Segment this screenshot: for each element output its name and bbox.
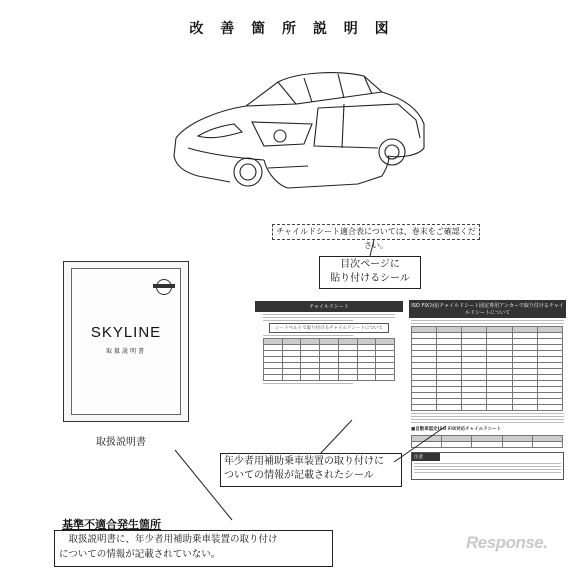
page-title: 改 善 箇 所 説 明 図	[189, 21, 395, 37]
child-seat-sticker-line-2: ついての情報が記載されたシール	[224, 470, 374, 481]
page-b-header: ISO FIX対応チャイルドシート固定専用アンカーで取り付けるチャイルドシートについて	[409, 300, 566, 318]
leader-line-right-page	[394, 426, 446, 462]
page-b-section-2: ■自動車認定ISO FIX対応チャイルドシート	[411, 427, 502, 432]
manual-model-name: SKYLINE	[90, 324, 162, 341]
nonconformity-line-1: 取扱説明書に、年少者用補助乗車装置の取り付け	[59, 534, 278, 545]
dashed-note: チャイルドシート適合表については、巻末をご確認ください。	[272, 224, 480, 240]
leader-line-manual	[175, 450, 232, 520]
response-watermark: Response.	[466, 533, 548, 552]
leader-line-toc	[370, 240, 374, 256]
page-b-caution-label: 注意	[412, 453, 440, 461]
leader-line-center-page	[320, 420, 352, 454]
toc-sticker-line-2: 貼り付けるシール	[330, 273, 410, 284]
page-a-section: シートベルトで取り付けるチャイルドシートについて	[269, 323, 389, 333]
toc-sticker-line-1: 目次ページに	[340, 259, 400, 270]
manual-subtitle: 取扱説明書	[105, 348, 146, 355]
manual-caption: 取扱説明書	[96, 437, 146, 448]
page-a-header: チャイルドシート	[255, 301, 403, 312]
nonconformity-title: 基準不適合発生箇所	[62, 518, 161, 531]
child-seat-sticker-line-1: 年少者用補助乗車装置の取り付けに	[224, 456, 384, 467]
nonconformity-line-2: についての情報が記載されていない。	[59, 549, 221, 560]
